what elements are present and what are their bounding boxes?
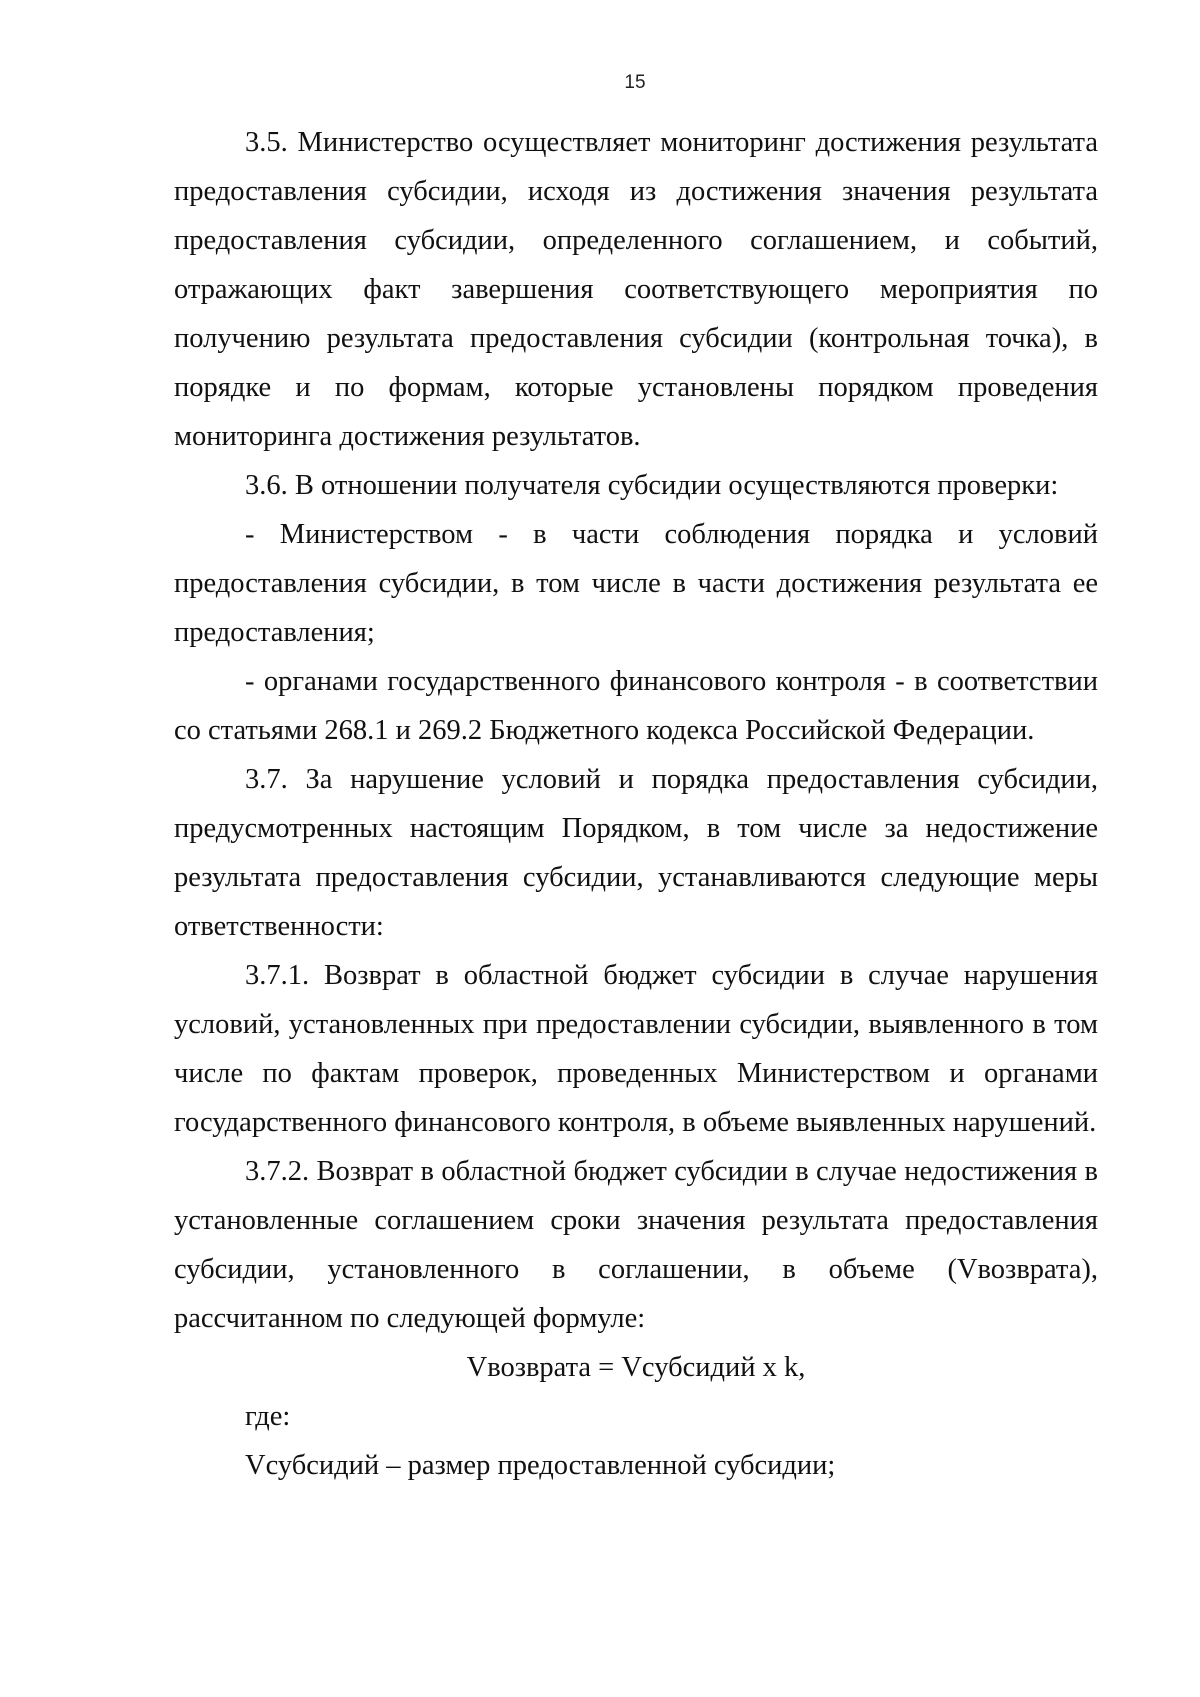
where-label: где: bbox=[245, 1401, 291, 1432]
paragraph-3-6: 3.6. В отношении получателя субсидии осуществляются проверки: bbox=[245, 470, 1059, 501]
definition-v-subsidy: Vсубсидий – размер предоставленной субсидии; bbox=[245, 1450, 836, 1481]
paragraph-3-5: 3.5. Министерство осуществляет мониторинг достижения результата предоставления субсидии, исходя из достижения значения результата предоставления субсидии, определенного соглашением, и событий, отражающих факт завершения соответствующего мероприятия по получению результата предоставления субсидии (контрольная точка), в порядке и по формам, которые установлены порядком проведения мониторинга достижения результатов. bbox=[174, 127, 1098, 452]
return-formula: Vвозврата = Vсубсидий x k, bbox=[466, 1352, 806, 1383]
paragraph-3-7: 3.7. За нарушение условий и порядка предоставления субсидии, предусмотренных настоящим Порядком, в том числе за недостижение результата предоставления субсидии, устанавливаются следующие меры ответственности: bbox=[174, 764, 1098, 942]
paragraph-ministry-checks: - Министерством - в части соблюдения порядка и условий предоставления субсидии, в том числе в части достижения результата ее предоставления; bbox=[174, 519, 1098, 648]
document-body bbox=[174, 118, 1098, 1490]
paragraph-financial-control: - органами государственного финансового контроля - в соответствии со статьями 268.1 и 269.2 Бюджетного кодекса Российской Федерации. bbox=[174, 666, 1098, 746]
paragraph-3-7-2: 3.7.2. Возврат в областной бюджет субсидии в случае недостижения в установленные соглашением сроки значения результата предоставления субсидии, установленного в соглашении, в объеме (Vвозврата), рассчитанном по следующей формуле: bbox=[174, 1156, 1098, 1334]
page-number: 15 bbox=[624, 72, 646, 93]
paragraph-3-7-1: 3.7.1. Возврат в областной бюджет субсидии в случае нарушения условий, установленных при предоставлении субсидии, выявленного в том числе по фактам проверок, проведенных Министерством и органами государственного финансового контроля, в объеме выявленных нарушений. bbox=[174, 960, 1098, 1138]
